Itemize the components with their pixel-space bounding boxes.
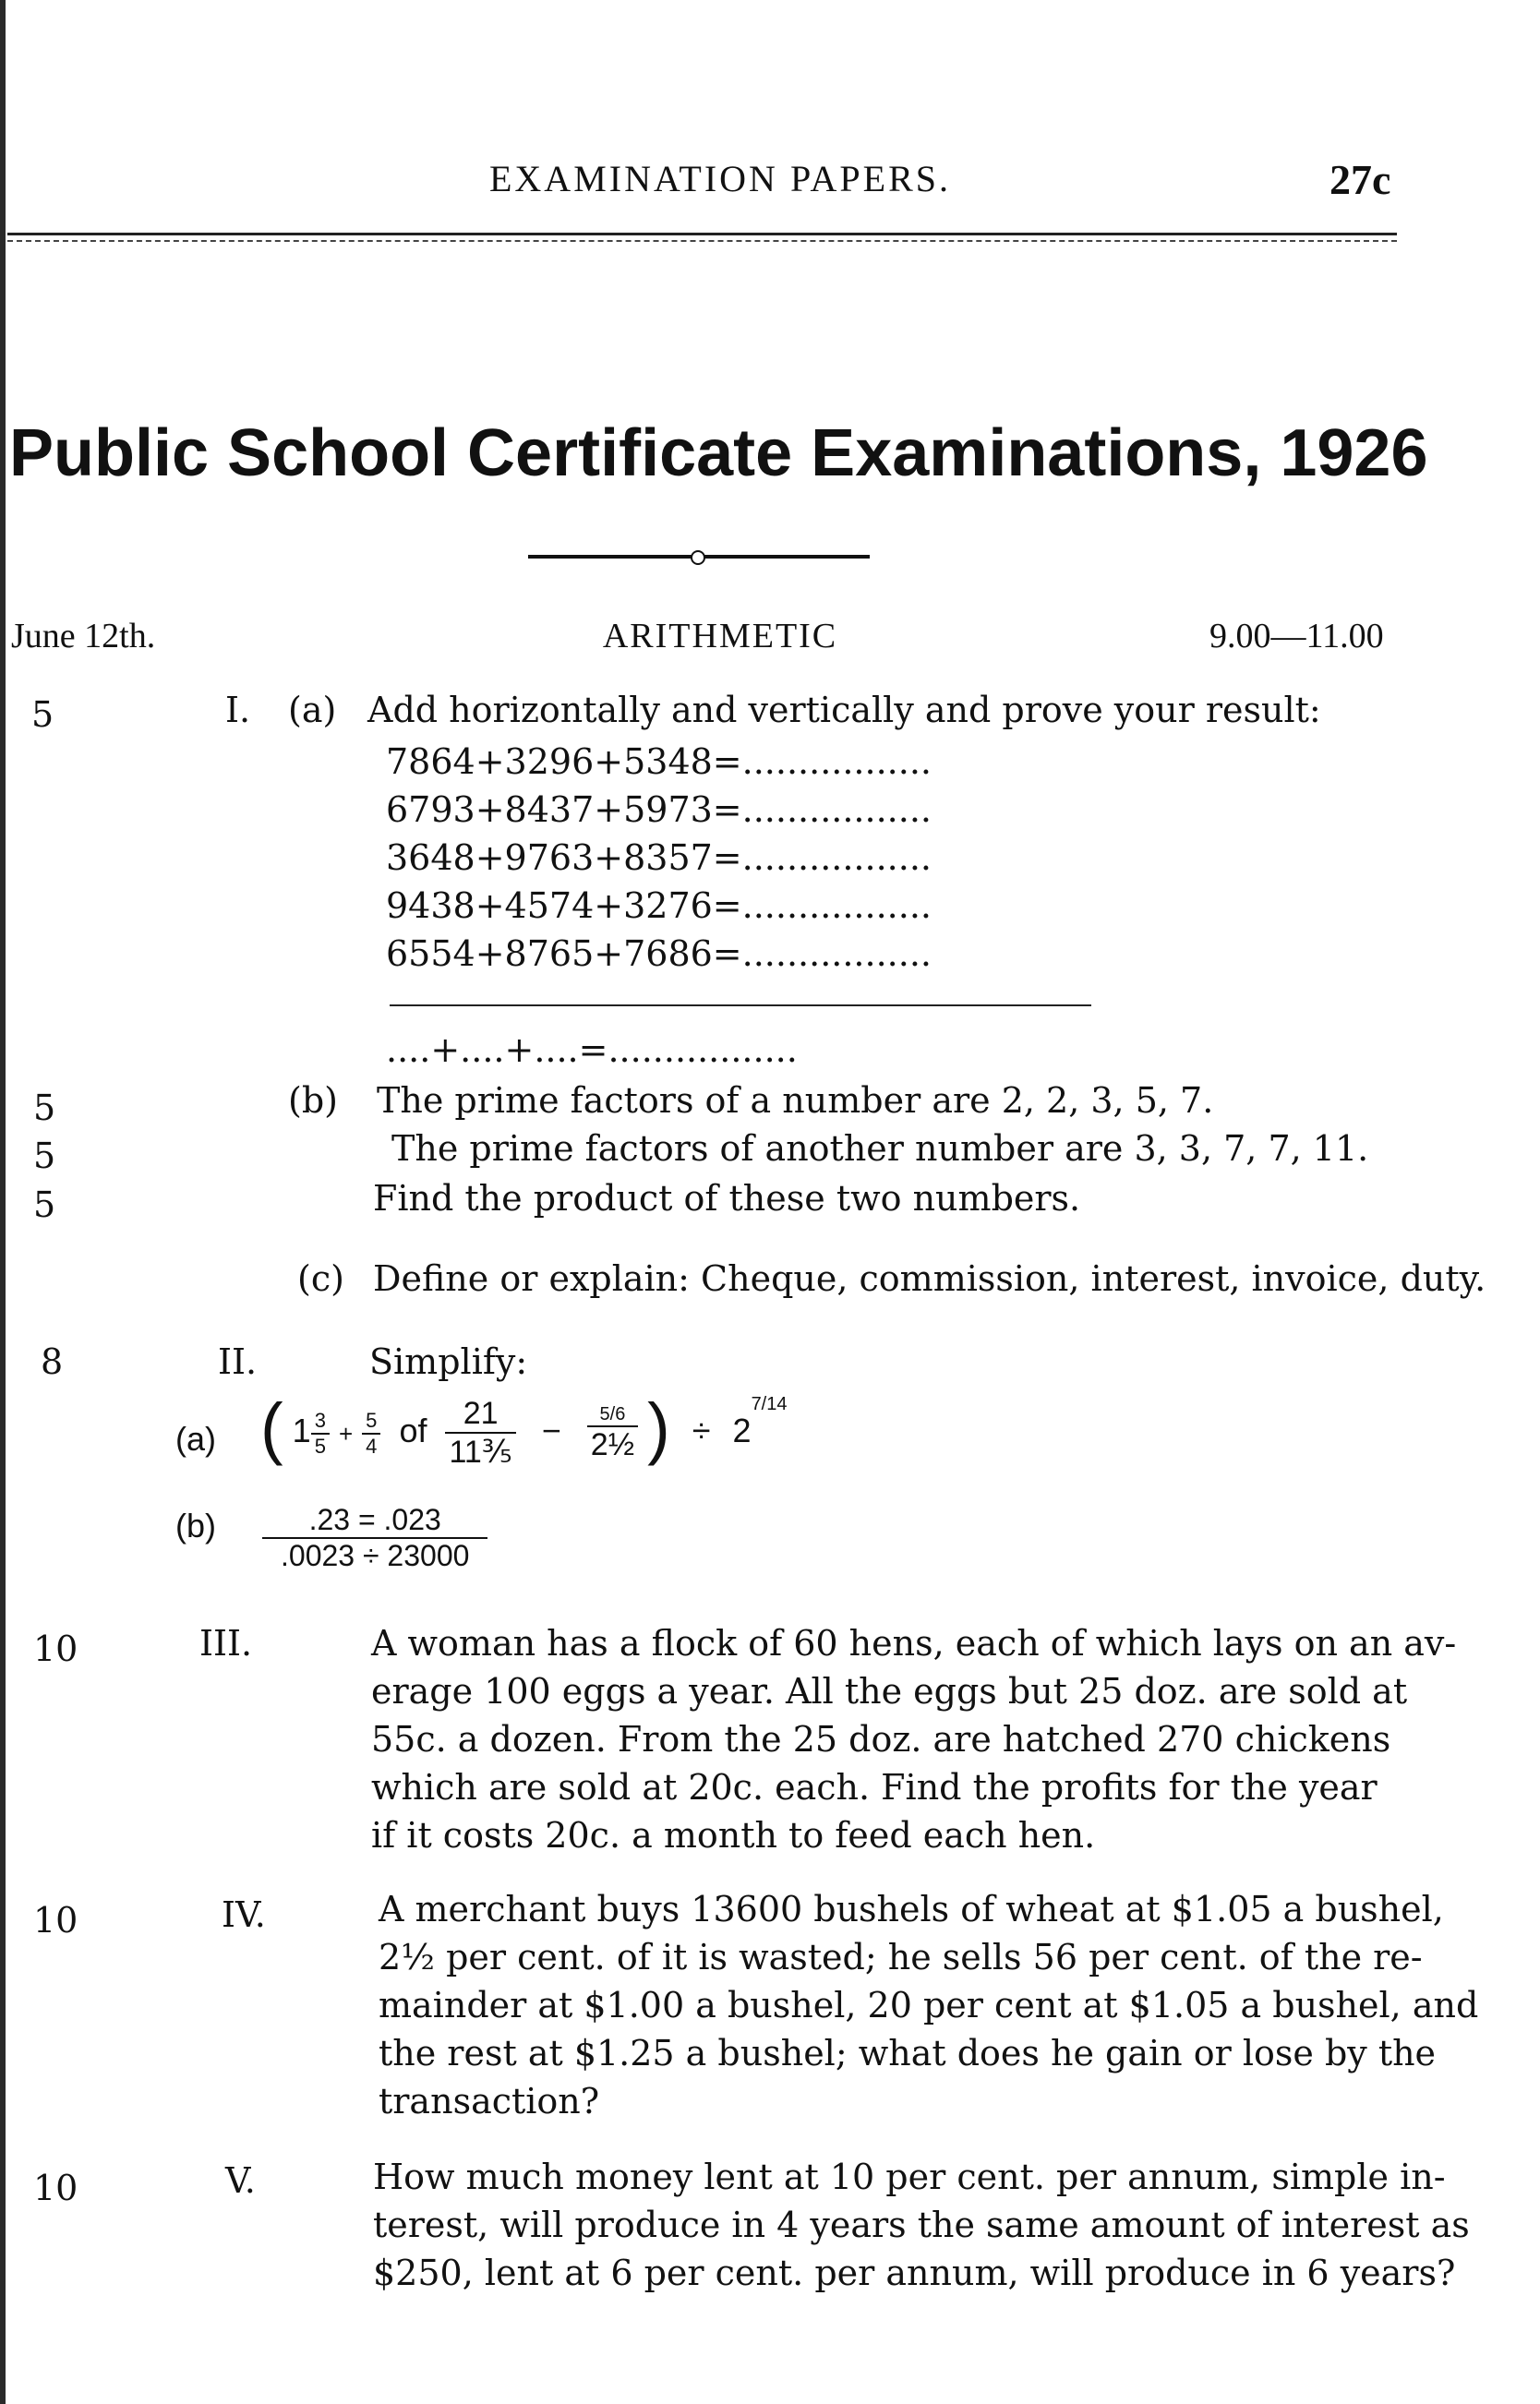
marks-q4: 10 (33, 1900, 78, 1941)
q1a-row: 6793+8437+5973=................. (386, 789, 932, 830)
q5-line: How much money lent at 10 per cent. per annum, simple in- (373, 2157, 1446, 2197)
q5-line: $250, lent at 6 per cent. per annum, will produce in 6 years? (373, 2253, 1456, 2293)
fraction-numerator: 5/6 (587, 1404, 638, 1427)
q2b-label: (b) (175, 1507, 216, 1545)
q2b-fraction-body (262, 1503, 487, 1573)
q2a-complex-fraction (445, 1396, 515, 1471)
paren-open: ( (260, 1389, 283, 1466)
fraction-denominator: 4 (366, 1434, 378, 1458)
fraction-denominator: 11⅗ (449, 1435, 512, 1470)
q2a-expression (260, 1389, 788, 1496)
marks-q1c: 5 (33, 1184, 56, 1225)
header-rule-dashed (7, 240, 1397, 242)
q1a-label: (a) (288, 690, 337, 730)
question-number-iv: IV. (222, 1894, 266, 1935)
q4-line: transaction? (379, 2081, 600, 2122)
question-number-ii: II. (218, 1341, 258, 1382)
page-edge-shadow (0, 0, 6, 2404)
fraction-numerator: 21 (445, 1396, 515, 1434)
q4-line: the rest at $1.25 a bushel; what does he gain or lose by the (379, 2033, 1437, 2073)
marks-q5: 10 (33, 2168, 78, 2208)
q2b-fraction (262, 1503, 487, 1573)
divide-sign: ÷ (692, 1412, 711, 1450)
marks-q2: 8 (41, 1341, 64, 1382)
title-ornament-dot (691, 550, 705, 565)
q1a-row: 9438+4574+3276=................. (386, 885, 932, 926)
q4-line: 2½ per cent. of it is wasted; he sells 56 per cent. of the re- (379, 1937, 1423, 1977)
marks-q3: 10 (33, 1629, 78, 1669)
q1a-row: 3648+9763+8357=................. (386, 837, 932, 878)
marks-q1a: 5 (31, 694, 54, 735)
q1a-total-rule (390, 1004, 1091, 1006)
q2a-complex-fraction (587, 1404, 638, 1463)
page-number: 27c (1329, 156, 1391, 203)
q3-line: erage 100 eggs a year. All the eggs but 25 doz. are sold at (371, 1671, 1408, 1712)
subject-heading: ARITHMETIC (602, 617, 838, 655)
minus-sign: − (541, 1412, 561, 1450)
running-header-title: EXAMINATION PAPERS. (488, 158, 952, 199)
fraction-denominator: 5 (314, 1434, 326, 1458)
q5-line: terest, will produce in 4 years the same amount of interest as (373, 2205, 1470, 2245)
fraction-denominator: .0023 ÷ 23000 (281, 1539, 470, 1572)
marks-q1b: 5 (33, 1136, 56, 1176)
of-word: of (399, 1412, 427, 1450)
exam-time: 9.00—11.00 (1209, 617, 1384, 655)
question-number-v: V. (225, 2160, 256, 2201)
q1a-row: 6554+8765+7686=................. (386, 933, 932, 974)
q4-line: A merchant buys 13600 bushels of wheat at $1.05 a bushel, (379, 1889, 1444, 1929)
q1c-text: Define or explain: Cheque, commission, interest, invoice, duty. (373, 1258, 1486, 1299)
marks-q1b: 5 (33, 1088, 56, 1128)
q3-line: A woman has a flock of 60 hens, each of which lays on an av- (371, 1623, 1457, 1664)
fraction-denominator: 2½ (590, 1426, 635, 1462)
paren-close: ) (647, 1389, 670, 1466)
q2a-last-whole: 2 (732, 1412, 752, 1450)
q3-line: which are sold at 20c. each. Find the profits for the year (371, 1767, 1378, 1808)
exam-date: June 12th. (11, 617, 156, 655)
q2a-fraction (362, 1409, 380, 1459)
q2a-last-fraction: 7/14 (751, 1394, 788, 1414)
q1b-line: The prime factors of another number are 3, 3, 7, 7, 11. (391, 1128, 1369, 1169)
q2-instruction: Simplify: (369, 1341, 528, 1382)
q2a-label: (a) (175, 1420, 216, 1458)
fraction-numerator: 5 (362, 1409, 380, 1435)
question-number-i: I. (225, 690, 251, 730)
page-title: Public School Certificate Examinations, 1926 (9, 416, 1428, 490)
q1b-label: (b) (288, 1080, 338, 1121)
q1a-instruction: Add horizontally and vertically and prove your result: (367, 690, 1321, 730)
question-number-iii: III. (199, 1623, 253, 1664)
q1c-label: (c) (297, 1258, 344, 1299)
q2a-mixed-whole: 1 (292, 1412, 311, 1450)
fraction-numerator: 3 (311, 1409, 330, 1435)
q4-line: mainder at $1.00 a bushel, 20 per cent at $1.05 a bushel, and (379, 1985, 1479, 2025)
q3-line: 55c. a dozen. From the 25 doz. are hatched 270 chickens (371, 1719, 1391, 1760)
q3-line: if it costs 20c. a month to feed each hen. (371, 1815, 1096, 1856)
q1a-row: 7864+3296+5348=................. (386, 741, 932, 782)
plus-sign: + (338, 1420, 354, 1448)
header-rule (7, 233, 1397, 235)
fraction-numerator: .23 = .023 (262, 1503, 487, 1539)
q1b-line: The prime factors of a number are 2, 2, 3, 5, 7. (377, 1080, 1214, 1121)
q1b-line: Find the product of these two numbers. (373, 1178, 1081, 1219)
q2a-mixed-fraction (311, 1409, 330, 1459)
q1a-total-row: ....+....+....=................. (386, 1029, 798, 1070)
